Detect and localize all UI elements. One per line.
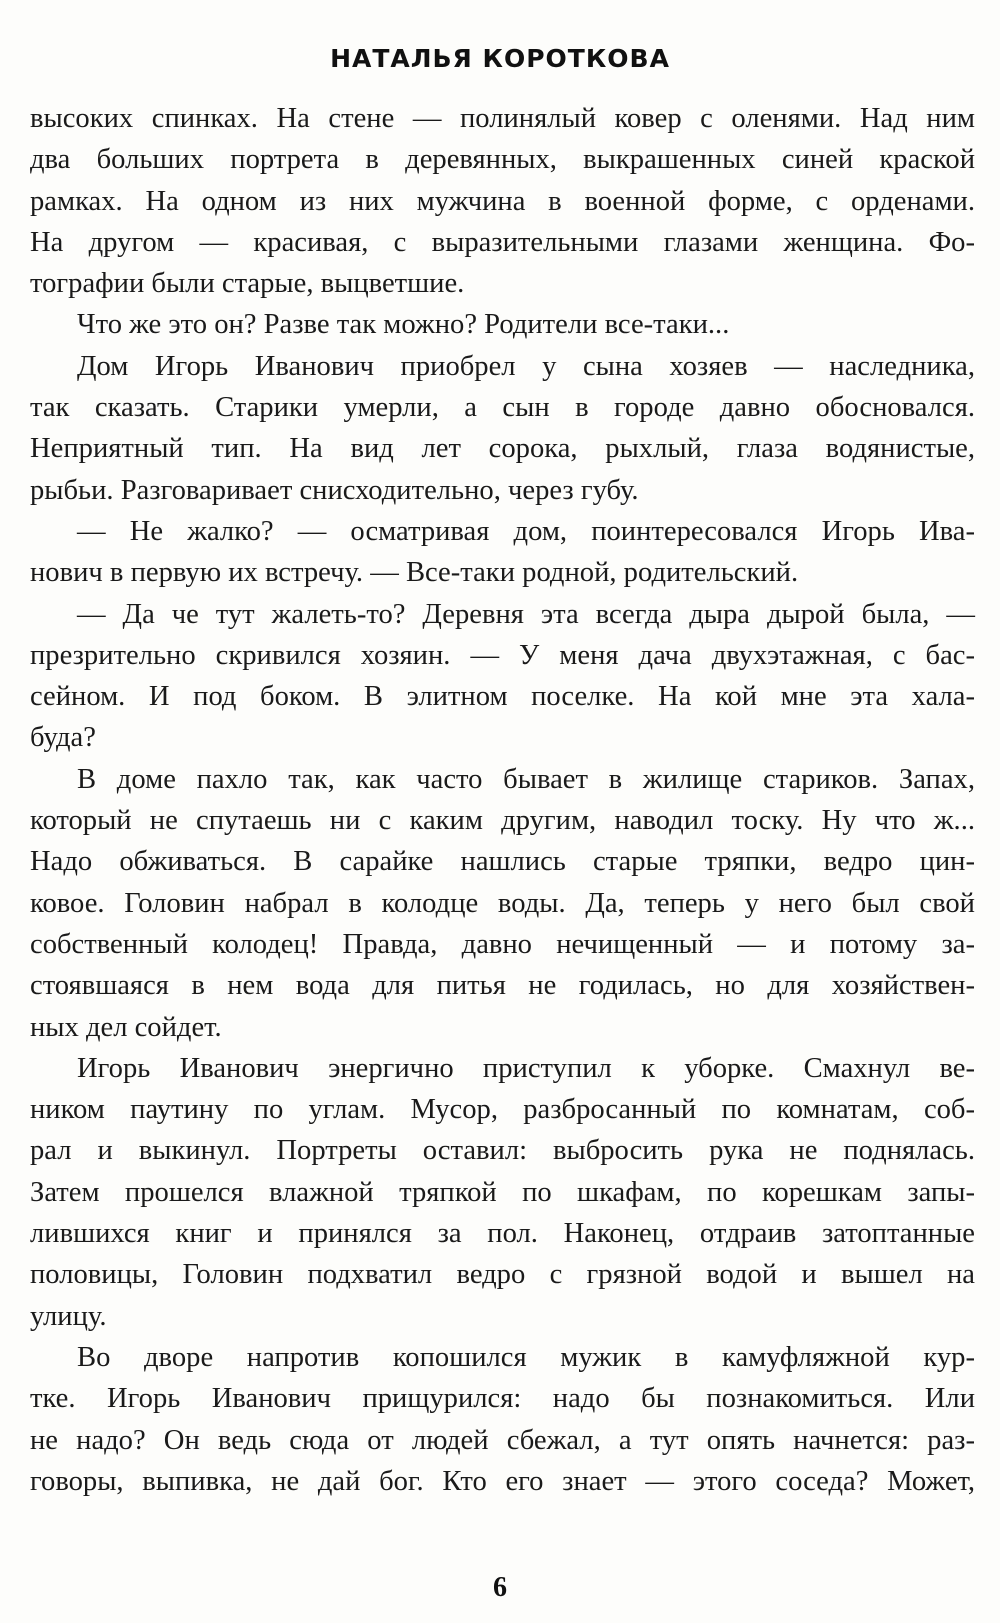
text-line: высоких спинках. На стене — полинялый ковер с оленями. Над ним [30,103,975,134]
text-line: В доме пахло так, как часто бывает в жилище стариков. Запах, [77,763,975,795]
text-line: ковое. Головин набрал в колодце воды. Да, теперь у него был свой [30,887,975,919]
text-line: Игорь Иванович энергично приступил к уборке. Смахнул ве- [77,1052,975,1084]
text-line: который не спутаешь ни с каким другим, наводил тоску. Ну что ж... [30,805,975,837]
text-line: презрительно скривился хозяин. — У меня дача двухэтажная, с бас- [30,639,975,671]
text-line: не надо? Он ведь сюда от людей сбежал, а тут опять начнется: раз- [30,1424,975,1456]
text-line: — Не жалко? — осматривая дом, поинтересовался Игорь Ива- [77,515,975,547]
text-line: На другом — красивая, с выразительными глазами женщина. Фо- [30,226,975,258]
text-line: лившихся книг и принялся за пол. Наконец, отдраив затоптанные [30,1218,975,1250]
text-line: нович в первую их встречу. — Все-таки родной, родительский. [30,557,799,589]
body-text [30,98,975,1502]
text-line: стоявшаяся в нем вода для питья не годилась, но для хозяйствен- [30,970,975,1002]
text-line: так сказать. Старики умерли, а сын в городе давно обосновался. [30,392,975,424]
text-line: Неприятный тип. На вид лет сорока, рыхлый, глаза водянистые, [30,433,975,465]
text-line: тке. Игорь Иванович прищурился: надо бы познакомиться. Или [30,1383,975,1415]
text-line: Дом Игорь Иванович приобрел у сына хозяев — наследника, [77,350,975,382]
text-line: рал и выкинул. Портреты оставил: выбросить рука не поднялась. [30,1135,975,1167]
text-line: половицы, Головин подхватил ведро с грязной водой и вышел на [30,1259,975,1291]
text-line: говоры, выпивка, не дай бог. Кто его знает — этого соседа? Может, [30,1465,975,1497]
text-line: тографии были старые, выцветшие. [30,268,465,300]
text-line: Затем прошелся влажной тряпкой по шкафам, по корешкам запы- [30,1176,975,1208]
text-line: два больших портрета в деревянных, выкрашенных синей краской [30,144,975,176]
text-line: Что же это он? Разве так можно? Родители все-таки... [77,309,730,341]
text-line: собственный колодец! Правда, давно нечищенный — и потому за- [30,928,975,960]
text-line: Надо обживаться. В сарайке нашлись старые тряпки, ведро цин- [30,846,975,878]
text-line: — Да че тут жалеть-то? Деревня эта всегда дыра дырой была, — [77,598,975,630]
text-line: ником паутину по углам. Мусор, разбросанный по комнатам, соб- [30,1094,975,1126]
text-line: сейном. И под боком. В элитном поселке. На кой мне эта хала- [30,681,975,713]
page-number: 6 [493,1572,507,1603]
text-line: рамках. На одном из них мужчина в военной форме, с орденами. [30,185,975,217]
running-head: НАТАЛЬЯ КОРОТКОВА [330,44,670,73]
text-line: улицу. [30,1300,107,1332]
text-line: ных дел сойдет. [30,1011,222,1043]
text-line: буда? [30,722,96,754]
text-line: рыбьи. Разговаривает снисходительно, через губу. [30,474,639,506]
text-line: Во дворе напротив копошился мужик в камуфляжной кур- [77,1341,975,1373]
